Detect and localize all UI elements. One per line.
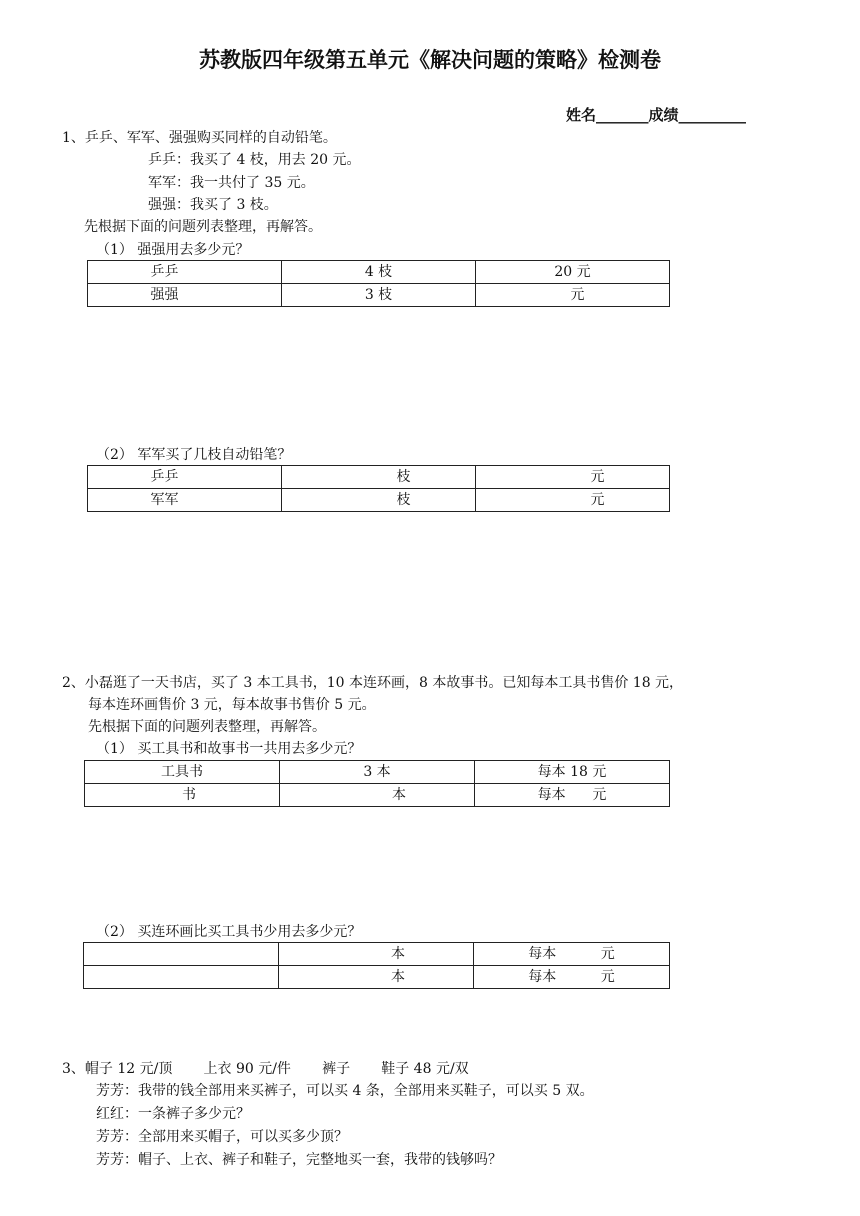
table-row — [88, 466, 670, 489]
q1-instruction: 先根据下面的问题列表整理，再解答。 — [84, 219, 322, 235]
name-score-line — [566, 104, 746, 125]
table-cell[interactable] — [84, 943, 279, 966]
q1-sub2-label: （2） 军军买了几枝自动铅笔？ — [96, 447, 292, 463]
q3-stem: 3、帽子 12 元/顶 上衣 90 元/件 裤子 鞋子 48 元/双 — [62, 1061, 469, 1077]
q3-line: 芳芳：我带的钱全部用来买裤子，可以买 4 条，全部用来买鞋子，可以买 5 双。 — [96, 1083, 594, 1099]
table-cell: 乒乒 — [88, 466, 282, 489]
q1-sub2-table — [87, 465, 670, 512]
table-row — [84, 943, 670, 966]
q2-stem-cont: 每本连环画售价 3 元，每本故事书售价 5 元。 — [88, 697, 376, 713]
table-cell[interactable]: 枝 — [282, 466, 476, 489]
table-row — [88, 284, 670, 307]
table-cell[interactable]: 每本 元 — [474, 943, 670, 966]
table-cell[interactable]: 书 — [85, 784, 280, 807]
table-cell: 每本 18 元 — [475, 761, 670, 784]
table-cell[interactable]: 枝 — [282, 489, 476, 512]
q1-stem: 1、乒乒、军军、强强购买同样的自动铅笔。 — [62, 130, 337, 146]
table-row — [88, 489, 670, 512]
table-cell[interactable]: 元 — [476, 284, 670, 307]
q2-sub2-label: （2） 买连环画比买工具书少用去多少元？ — [96, 924, 362, 940]
table-cell[interactable] — [84, 966, 279, 989]
table-cell: 3 本 — [280, 761, 475, 784]
q1-sub1-label: （1） 强强用去多少元？ — [96, 242, 250, 258]
q2-sub1-label: （1） 买工具书和故事书一共用去多少元？ — [96, 741, 362, 757]
q2-sub2-table — [83, 942, 670, 989]
table-cell: 20 元 — [476, 261, 670, 284]
table-cell[interactable]: 本 — [279, 966, 474, 989]
q1-sub1-table — [87, 260, 670, 307]
q2-sub1-table — [84, 760, 670, 807]
q3-line: 红红：一条裤子多少元？ — [96, 1106, 250, 1122]
table-cell: 强强 — [88, 284, 282, 307]
table-row — [85, 784, 670, 807]
table-cell: 4 枝 — [282, 261, 476, 284]
page-title: 苏教版四年级第五单元《解决问题的策略》检测卷 — [199, 48, 661, 72]
q1-dialog-line: 军军：我一共付了 35 元。 — [148, 175, 315, 191]
q3-line: 芳芳：帽子、上衣、裤子和鞋子，完整地买一套，我带的钱够吗？ — [96, 1152, 502, 1168]
score-blank[interactable]: _________ — [678, 106, 747, 124]
table-row — [84, 966, 670, 989]
q1-dialog-line: 强强：我买了 3 枝。 — [148, 197, 278, 213]
table-cell[interactable]: 元 — [476, 466, 670, 489]
table-cell: 工具书 — [85, 761, 280, 784]
table-cell: 3 枝 — [282, 284, 476, 307]
table-cell: 军军 — [88, 489, 282, 512]
q1-dialog-line: 乒乒：我买了 4 枝，用去 20 元。 — [148, 152, 361, 168]
table-cell: 乒乒 — [88, 261, 282, 284]
q2-stem: 2、小磊逛了一天书店，买了 3 本工具书，10 本连环画，8 本故事书。已知每本工具书售价 18 元， — [62, 675, 684, 691]
table-cell[interactable]: 元 — [476, 489, 670, 512]
score-label: 成绩 — [648, 106, 679, 124]
table-cell[interactable]: 每本 元 — [474, 966, 670, 989]
name-blank[interactable]: _______ — [596, 106, 649, 124]
name-label: 姓名 — [566, 106, 597, 124]
table-row — [85, 761, 670, 784]
table-row — [88, 261, 670, 284]
q2-instruction: 先根据下面的问题列表整理，再解答。 — [88, 719, 326, 735]
table-cell[interactable]: 每本 元 — [475, 784, 670, 807]
table-cell[interactable]: 本 — [279, 943, 474, 966]
q3-line: 芳芳：全部用来买帽子，可以买多少顶？ — [96, 1129, 348, 1145]
table-cell[interactable]: 本 — [280, 784, 475, 807]
